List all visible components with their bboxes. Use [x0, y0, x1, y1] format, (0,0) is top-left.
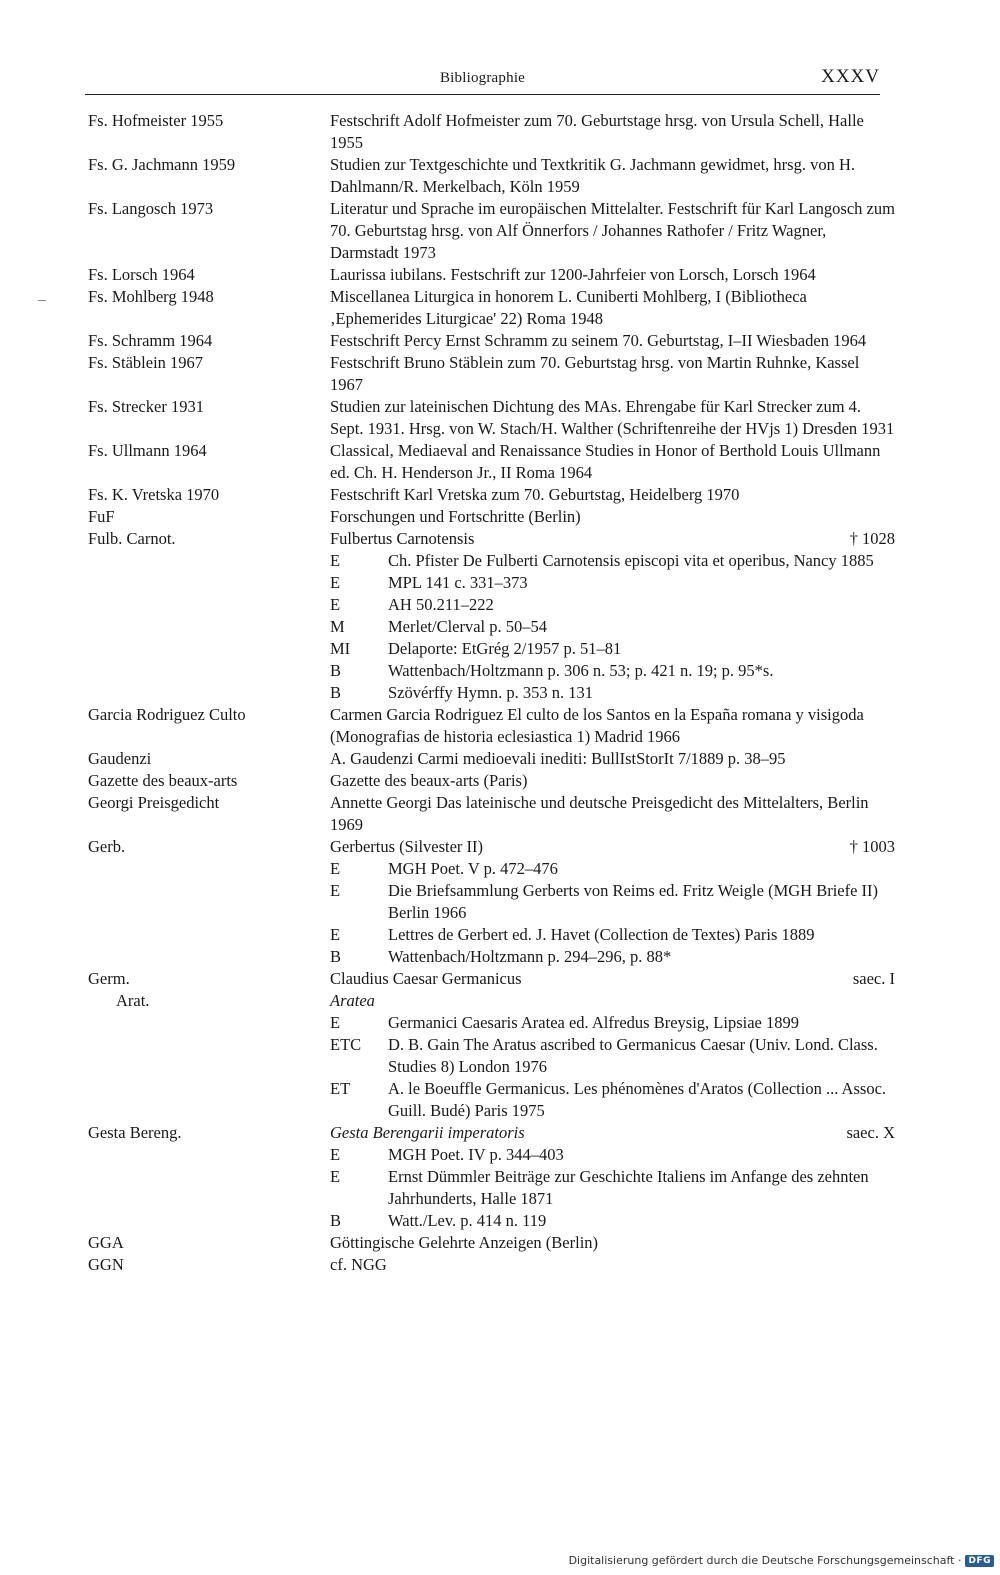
- sub-entry-text: Germanici Caesaris Aratea ed. Alfredus Breysig, Lipsiae 1899: [388, 1013, 800, 1032]
- entry-abbreviation: Arat.: [116, 991, 150, 1010]
- entry-abbreviation: Gaudenzi: [88, 749, 152, 768]
- entry-description: Festschrift Bruno Stäblein zum 70. Geburtstag hrsg. von Martin Ruhnke, Kassel 1967: [330, 353, 860, 394]
- sub-entry-text: Die Briefsammlung Gerberts von Reims ed. Fritz Weigle (MGH Briefe II) Berlin 1966: [388, 881, 879, 922]
- footer: [569, 1554, 994, 1567]
- bibliography-entry: [88, 1254, 903, 1276]
- edition-code: E: [330, 573, 341, 592]
- edition-code: E: [330, 1167, 341, 1186]
- entry-abbreviation: GGN: [88, 1255, 124, 1274]
- bibliography-entry: [88, 154, 903, 198]
- entry-abbreviation: Fs. Lorsch 1964: [88, 265, 195, 284]
- entry-description: Annette Georgi Das lateinische und deutsche Preisgedicht des Mittelalters, Berlin 1969: [330, 793, 869, 834]
- bibliography-entry: [88, 528, 903, 550]
- entry-abbreviation: Georgi Preisgedicht: [88, 793, 220, 812]
- edition-code: ET: [330, 1079, 351, 1098]
- entry-date: saec. I: [852, 969, 895, 988]
- sub-entry-text: Delaporte: EtGrég 2/1957 p. 51–81: [388, 639, 622, 658]
- entry-description: Aratea: [330, 991, 375, 1010]
- bibliography-entry: [88, 748, 903, 770]
- bibliography-entry: [88, 396, 903, 440]
- entry-description: cf. NGG: [330, 1255, 387, 1274]
- entry-date: † 1003: [849, 837, 895, 856]
- sub-entry: [88, 594, 903, 616]
- edition-code: E: [330, 859, 341, 878]
- bibliography-entry: [88, 484, 903, 506]
- header-title: Bibliographie: [439, 70, 526, 86]
- entry-abbreviation: Gesta Bereng.: [88, 1123, 182, 1142]
- sub-entry-text: Watt./Lev. p. 414 n. 119: [388, 1211, 547, 1230]
- entry-abbreviation: Germ.: [88, 969, 130, 988]
- edition-code: ETC: [330, 1035, 362, 1054]
- edition-code: E: [330, 1013, 341, 1032]
- sub-entry-text: Szövérffy Hymn. p. 353 n. 131: [388, 683, 594, 702]
- page-number: XXXV: [821, 66, 880, 87]
- entry-description: Studien zur lateinischen Dichtung des MAs. Ehrengabe für Karl Strecker zum 4. Sept. 1931. Hrsg. von W. Stach/H. Walther (Schriftenreihe der HVjs 1) Dresden 1931: [330, 397, 895, 438]
- sub-entry: [88, 1034, 903, 1078]
- edition-code: E: [330, 595, 341, 614]
- entry-description: Göttingische Gelehrte Anzeigen (Berlin): [330, 1233, 599, 1252]
- entry-abbreviation: Fulb. Carnot.: [88, 529, 176, 548]
- dfg-logo: DFG: [965, 1555, 994, 1567]
- bibliography-entry: [88, 440, 903, 484]
- bibliography-entry: [88, 110, 903, 154]
- entry-description: Gerbertus (Silvester II): [330, 837, 484, 856]
- entry-description: Gazette des beaux-arts (Paris): [330, 771, 528, 790]
- entry-description: Literatur und Sprache im europäischen Mittelalter. Festschrift für Karl Langosch zum 70. Geburtstag hrsg. von Alf Önnerfors / Johannes Rathofer / Fritz Wagner, Darmstadt 1973: [330, 199, 895, 262]
- sub-entry-text: Lettres de Gerbert ed. J. Havet (Collection de Textes) Paris 1889: [388, 925, 815, 944]
- sub-entry: [88, 572, 903, 594]
- footer-text: Digitalisierung gefördert durch die Deutsche Forschungsgemeinschaft ·: [568, 1554, 962, 1567]
- bibliography-entry: [88, 264, 903, 286]
- sub-entry-text: Merlet/Clerval p. 50–54: [388, 617, 548, 636]
- entry-description: Classical, Mediaeval and Renaissance Studies in Honor of Berthold Louis Ullmann ed. Ch. H. Henderson Jr., II Roma 1964: [330, 441, 881, 482]
- sub-entry: [88, 550, 903, 572]
- entry-description: Festschrift Adolf Hofmeister zum 70. Geburtstage hrsg. von Ursula Schell, Halle 1955: [330, 111, 864, 152]
- entry-description: Forschungen und Fortschritte (Berlin): [330, 507, 581, 526]
- entry-description: Laurissa iubilans. Festschrift zur 1200-Jahrfeier von Lorsch, Lorsch 1964: [330, 265, 816, 284]
- entry-description: Fulbertus Carnotensis: [330, 529, 475, 548]
- bibliography-entry: [88, 286, 903, 330]
- entry-abbreviation: FuF: [88, 507, 115, 526]
- entry-abbreviation: Fs. Ullmann 1964: [88, 441, 207, 460]
- edition-code: MI: [330, 639, 351, 658]
- edition-code: E: [330, 881, 341, 900]
- sub-entry-text: A. le Boeuffle Germanicus. Les phénomènes d'Aratos (Collection ... Assoc. Guill. Budé) Paris 1975: [388, 1079, 887, 1120]
- entry-abbreviation: Fs. Strecker 1931: [88, 397, 204, 416]
- entry-abbreviation: Fs. G. Jachmann 1959: [88, 155, 236, 174]
- sub-entry-text: D. B. Gain The Aratus ascribed to Germanicus Caesar (Univ. Lond. Class. Studies 8) London 1976: [388, 1035, 878, 1076]
- bibliography-entry: [88, 770, 903, 792]
- sub-entry: [88, 1144, 903, 1166]
- sub-entry-text: MPL 141 c. 331–373: [388, 573, 528, 592]
- bibliography-entry: [88, 792, 903, 836]
- sub-entry: [88, 858, 903, 880]
- sub-entry: [88, 1012, 903, 1034]
- sub-entry-text: Ch. Pfister De Fulberti Carnotensis episcopi vita et operibus, Nancy 1885: [388, 551, 874, 570]
- entry-date: † 1028: [849, 529, 895, 548]
- bibliography-entry: [88, 1232, 903, 1254]
- edition-code: E: [330, 1145, 341, 1164]
- entry-abbreviation: Fs. Langosch 1973: [88, 199, 214, 218]
- sub-entry: [88, 924, 903, 946]
- edition-code: E: [330, 925, 341, 944]
- sub-entry: [88, 660, 903, 682]
- entry-abbreviation: Fs. Mohlberg 1948: [88, 287, 214, 306]
- sub-entry: [88, 616, 903, 638]
- bibliography-entry: [88, 836, 903, 858]
- entry-description: Carmen Garcia Rodriguez El culto de los Santos en la España romana y visigoda (Monografias de historia eclesiastica 1) Madrid 1966: [330, 705, 864, 746]
- entry-description: Festschrift Percy Ernst Schramm zu seinem 70. Geburtstag, I–II Wiesbaden 1964: [330, 331, 867, 350]
- entry-date: saec. X: [846, 1123, 895, 1142]
- entry-abbreviation: GGA: [88, 1233, 124, 1252]
- entry-description: Gesta Berengarii imperatoris: [330, 1123, 525, 1142]
- entry-abbreviation: Gazette des beaux-arts: [88, 771, 238, 790]
- entry-abbreviation: Garcia Rodriguez Culto: [88, 705, 246, 724]
- entry-abbreviation: Fs. K. Vretska 1970: [88, 485, 220, 504]
- entry-description: Claudius Caesar Germanicus: [330, 969, 522, 988]
- sub-entry-text: Ernst Dümmler Beiträge zur Geschichte Italiens im Anfange des zehnten Jahrhunderts, Halle 1871: [388, 1167, 869, 1208]
- edition-code: B: [330, 947, 342, 966]
- bibliography-entry: [88, 330, 903, 352]
- sub-entry: [88, 946, 903, 968]
- edition-code: M: [330, 617, 345, 636]
- entry-description: Festschrift Karl Vretska zum 70. Geburtstag, Heidelberg 1970: [330, 485, 740, 504]
- sub-entry: [88, 1166, 903, 1210]
- sub-entry: [88, 880, 903, 924]
- bibliography-entry: [88, 506, 903, 528]
- entry-abbreviation: Gerb.: [88, 837, 126, 856]
- sub-entry: [88, 1210, 903, 1232]
- sub-entry-text: MGH Poet. IV p. 344–403: [388, 1145, 564, 1164]
- entry-abbreviation: Fs. Stäblein 1967: [88, 353, 204, 372]
- running-header: [85, 68, 880, 95]
- bibliography-list: [88, 110, 903, 1276]
- edition-code: E: [330, 551, 341, 570]
- bibliography-entry: [88, 198, 903, 264]
- edition-code: B: [330, 683, 342, 702]
- margin-mark: [38, 300, 46, 301]
- sub-entry: [88, 682, 903, 704]
- sub-entry-text: Wattenbach/Holtzmann p. 306 n. 53; p. 421 n. 19; p. 95*s.: [388, 661, 774, 680]
- bibliography-entry: [88, 1122, 903, 1144]
- sub-entry: [88, 1078, 903, 1122]
- entry-description: A. Gaudenzi Carmi medioevali inediti: BullIstStorIt 7/1889 p. 38–95: [330, 749, 786, 768]
- entry-description: Miscellanea Liturgica in honorem L. Cuniberti Mohlberg, I (Bibliotheca ‚Ephemerides Liturgicae' 22) Roma 1948: [330, 287, 807, 328]
- bibliography-entry: [88, 990, 903, 1012]
- sub-entry-text: AH 50.211–222: [388, 595, 494, 614]
- bibliography-entry: [88, 704, 903, 748]
- edition-code: B: [330, 661, 342, 680]
- bibliography-entry: [88, 968, 903, 990]
- entry-description: Studien zur Textgeschichte und Textkritik G. Jachmann gewidmet, hrsg. von H. Dahlmann/R. Merkelbach, Köln 1959: [330, 155, 855, 196]
- sub-entry: [88, 638, 903, 660]
- entry-abbreviation: Fs. Schramm 1964: [88, 331, 213, 350]
- sub-entry-text: Wattenbach/Holtzmann p. 294–296, p. 88*: [388, 947, 672, 966]
- bibliography-entry: [88, 352, 903, 396]
- edition-code: B: [330, 1211, 342, 1230]
- entry-abbreviation: Fs. Hofmeister 1955: [88, 111, 224, 130]
- sub-entry-text: MGH Poet. V p. 472–476: [388, 859, 558, 878]
